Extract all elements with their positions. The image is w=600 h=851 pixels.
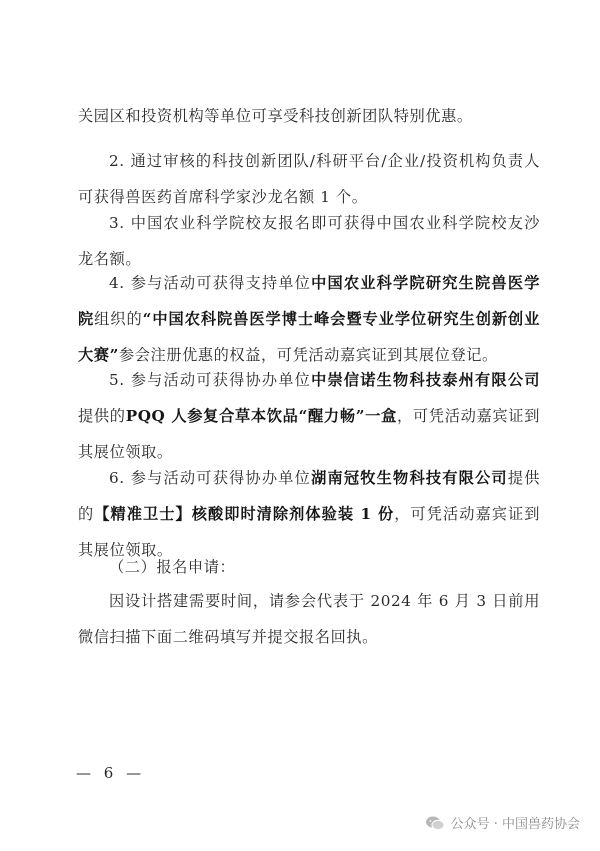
paragraph-registration-note	[78, 583, 540, 655]
text-run: 3. 中国农业科学院校友报名即可获得中国农业科学院校友沙龙名额。	[78, 214, 540, 268]
text-run: 4. 参与活动可获得支持单位	[109, 274, 312, 292]
text-run: 因设计搭建需要时间，请参会代表于 2024 年 6 月 3 日前用微信扫描下面二维码填写并提交报名回执。	[78, 592, 540, 646]
bold-text-run: 【精准卫士】核酸即时清除剂体验装 1 份	[94, 505, 395, 523]
paragraph-item-5	[78, 362, 540, 470]
wechat-icon	[425, 815, 445, 831]
page-number: — 6 —	[76, 764, 146, 782]
text-run: ，可凭活动嘉宾证到其展位领取。	[78, 407, 540, 461]
text-run: 6. 参与活动可获得协办单位	[109, 469, 312, 487]
bold-text-run: 中国农业科学院研究生院兽医学院	[78, 274, 541, 328]
paragraph-item-4	[78, 265, 540, 373]
bold-text-run: 湖南冠牧生物科技有限公司	[311, 469, 508, 487]
watermark-text: 公众号 · 中国兽药协会	[450, 817, 580, 832]
paragraph-continuation	[78, 98, 540, 134]
bold-text-run: PQQ 人参复合草本饮品“醒力畅”一盒	[125, 407, 397, 425]
text-run: 提供的	[78, 407, 126, 425]
section-heading-registration	[78, 549, 540, 585]
text-run: 5. 参与活动可获得协办单位	[109, 371, 312, 389]
text-run: 组织的	[94, 310, 143, 328]
bold-text-run: “中国农科院兽医学博士峰会暨专业学位研究生创新创业大赛”	[78, 310, 540, 364]
text-run: 提供的	[78, 469, 541, 523]
text-run: ，可凭活动嘉宾证到其展位领取。	[78, 505, 540, 559]
watermark	[425, 813, 580, 832]
text-run: （二）报名申请：	[109, 558, 236, 576]
text-run: 2. 通过审核的科技创新团队/科研平台/企业/投资机构负责人可获得兽医药首席科学家沙龙名额 1 个。	[78, 152, 540, 206]
text-run: 参会注册优惠的权益，可凭活动嘉宾证到其展位登记。	[118, 346, 498, 364]
bold-text-run: 中崇信诺生物科技泰州有限公司	[311, 371, 541, 389]
text-run: 关园区和投资机构等单位可享受科技创新团队特别优惠。	[78, 107, 473, 125]
